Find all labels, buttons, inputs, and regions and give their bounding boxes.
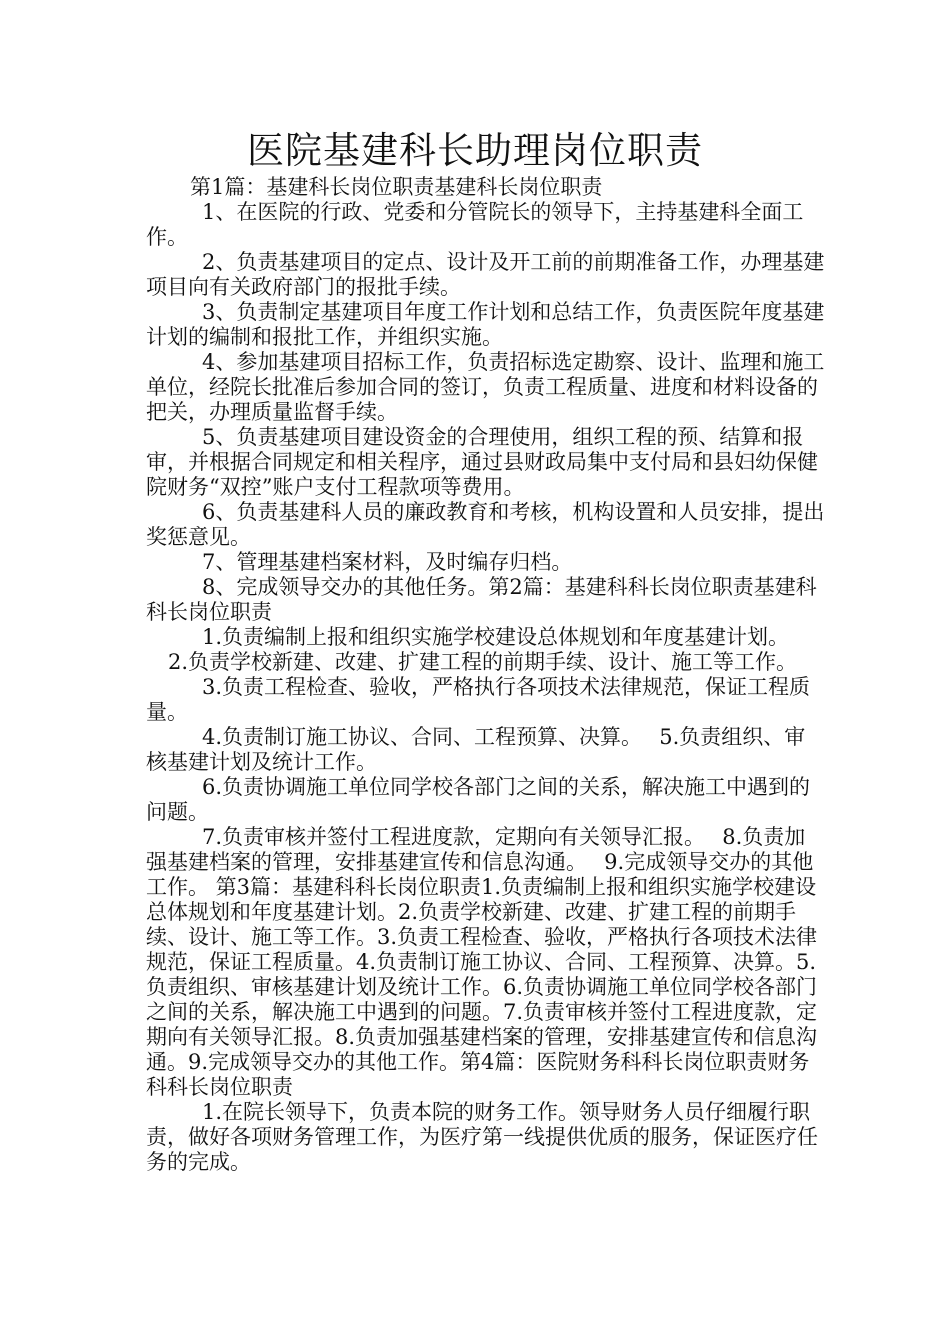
document-paragraph: 2.负责学校新建、改建、扩建工程的前期手续、设计、施工等工作。: [168, 650, 798, 674]
document-paragraph: 6、负责基建科人员的廉政教育和考核，机构设置和人员安排，提出奖惩意见。: [146, 500, 825, 549]
document-paragraph: 1.负责编制上报和组织实施学校建设总体规划和年度基建计划。: [202, 625, 790, 649]
document-body: [146, 175, 826, 1175]
document-paragraph: 6.负责协调施工单位同学校各部门之间的关系，解决施工中遇到的问题。: [146, 775, 811, 824]
document-paragraph: 2、负责基建项目的定点、设计及开工前的前期准备工作，办理基建项目向有关政府部门的报批手续。: [146, 250, 825, 299]
document-paragraph: 8、完成领导交办的其他任务。第2篇：基建科科长岗位职责基建科科长岗位职责: [146, 575, 817, 624]
document-paragraph: 7、管理基建档案材料，及时编存归档。: [202, 550, 573, 574]
document-paragraph: 4.负责制订施工协议、合同、工程预算、决算。 5.负责组织、审核基建计划及统计工作。: [146, 725, 806, 774]
document-paragraph: 3、负责制定基建项目年度工作计划和总结工作，负责医院年度基建计划的编制和报批工作，并组织实施。: [146, 300, 825, 349]
document-paragraph: 第1篇：基建科长岗位职责基建科长岗位职责: [190, 175, 603, 199]
document-paragraph: 7.负责审核并签付工程进度款，定期向有关领导汇报。 8.负责加强基建档案的管理，安排基建宣传和信息沟通。 9.完成领导交办的其他工作。 第3篇：基建科科长岗位职责1.负责编制上报和组织实施学校建设总体规划和年度基建计划。2.负责学校新建、改建、扩建工程的前期手续、设计、施工等工作。3.负责工程检查、验收，严格执行各项技术法律规范，保证工程质量。4.负责制订施工协议、合同、工程预算、决算。5.负责组织、审核基建计划及统计工作。6.负责协调施工单位同学校各部门之间的关系，解决施工中遇到的问题。7.负责审核并签付工程进度款，定期向有关领导汇报。8.负责加强基建档案的管理，安排基建宣传和信息沟通。9.完成领导交办的其他工作。第4篇：医院财务科科长岗位职责财务科科长岗位职责: [146, 825, 818, 1099]
document-paragraph: 1.在院长领导下，负责本院的财务工作。领导财务人员仔细履行职责，做好各项财务管理工作，为医疗第一线提供优质的服务，保证医疗任务的完成。: [146, 1100, 818, 1174]
document-paragraph: 5、负责基建项目建设资金的合理使用，组织工程的预、结算和报审，并根据合同规定和相关程序，通过县财政局集中支付局和县妇幼保健院财务“双控”账户支付工程款项等费用。: [146, 425, 818, 499]
document-paragraph: 3.负责工程检查、验收，严格执行各项技术法律规范，保证工程质量。: [146, 675, 811, 724]
document-paragraph: 1、在医院的行政、党委和分管院长的领导下，主持基建科全面工作。: [146, 200, 804, 249]
document-title: 医院基建科长助理岗位职责: [247, 129, 703, 172]
document-paragraph: 4、参加基建项目招标工作，负责招标选定勘察、设计、监理和施工单位，经院长批准后参加合同的签订，负责工程质量、进度和材料设备的把关，办理质量监督手续。: [146, 350, 825, 424]
